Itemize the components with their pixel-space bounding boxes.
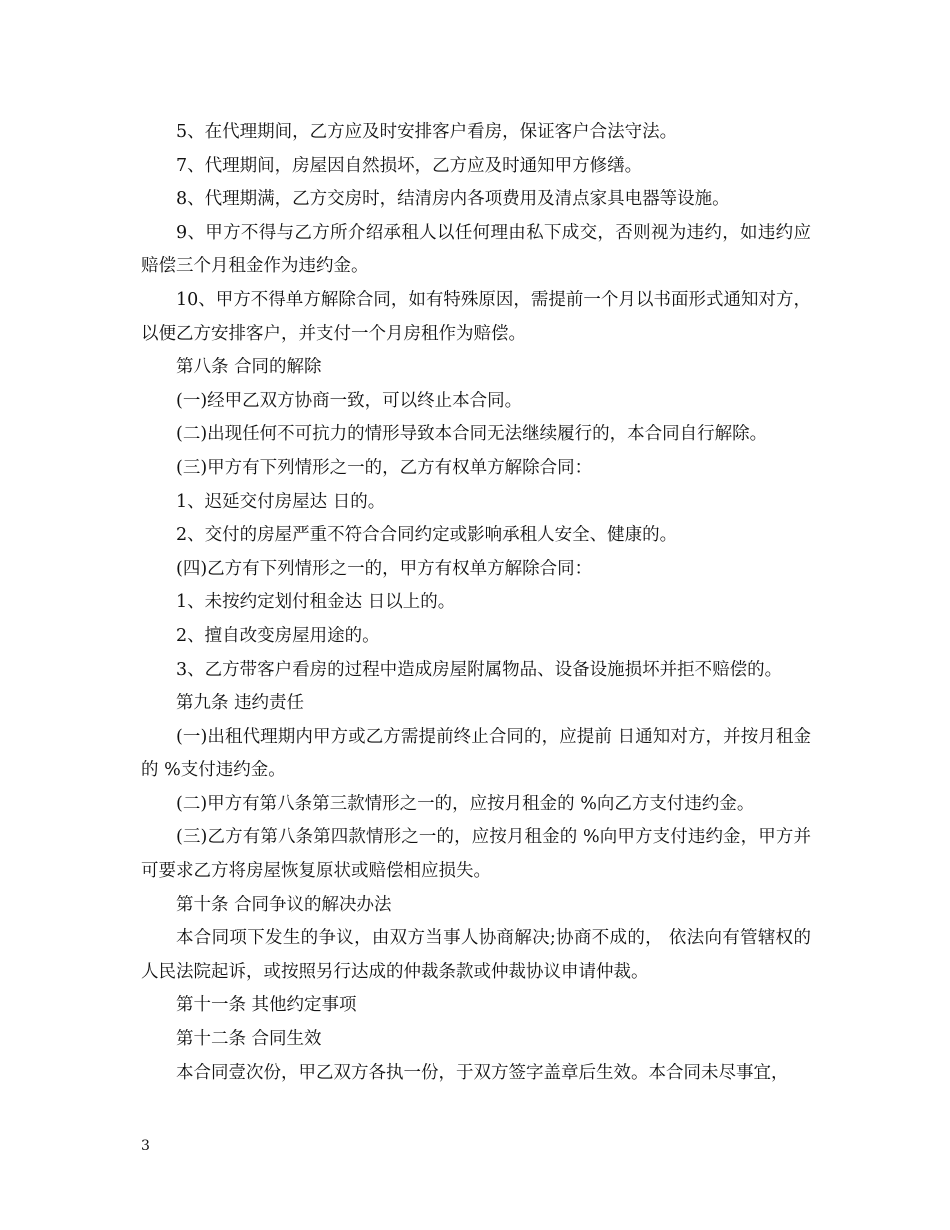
clause-5: 5、在代理期间，乙方应及时安排客户看房，保证客户合法守法。: [176, 122, 678, 142]
article-8-heading: 第八条 合同的解除: [176, 357, 322, 378]
clause-9: 9、甲方不得与乙方所介绍承租人以任何理由私下成交，否则视为违约，如违约应赔偿三个月租金作为违约金。: [141, 222, 811, 277]
article-8-item-1: (一)经甲乙双方协商一致，可以终止本合同。: [176, 390, 523, 411]
article-8-item-4-sub-1: 1、未按约定划付租金达 日以上的。: [176, 592, 456, 613]
article-9-item-1: (一)出租代理期内甲方或乙方需提前终止合同的，应提前 日通知对方，并按月租金的 %支付违约金。: [141, 726, 811, 781]
article-12-body: 本合同壹次份，甲乙双方各执一份，于双方签字盖章后生效。本合同未尽事宜，: [176, 1062, 789, 1083]
article-8-item-3-sub-1: 1、迟延交付房屋达 日的。: [176, 491, 386, 512]
article-9-item-2: (二)甲方有第八条第三款情形之一的，应按月租金的 %向乙方支付违约金。: [176, 793, 755, 814]
article-12-heading: 第十二条 合同生效: [176, 1029, 322, 1050]
article-8-item-4-sub-2: 2、擅自改变房屋用途的。: [176, 625, 380, 646]
article-10-heading: 第十条 合同争议的解决办法: [176, 894, 392, 915]
article-9-item-3: (三)乙方有第八条第四款情形之一的，应按月租金的 %向甲方支付违约金，甲方并可要求乙方将房屋恢复原状或赔偿相应损失。: [141, 827, 811, 882]
article-11-heading: 第十一条 其他约定事项: [176, 995, 357, 1016]
page-number: 3: [141, 1138, 150, 1154]
clause-10: 10、甲方不得单方解除合同，如有特殊原因，需提前一个月以书面形式通知对方，以便乙方安排客户，并支付一个月房租作为赔偿。: [141, 289, 811, 344]
article-8-item-3: (三)甲方有下列情形之一的，乙方有权单方解除合同：: [176, 457, 593, 478]
article-10-body: 本合同项下发生的争议，由双方当事人协商解决;协商不成的， 依法向有管辖权的人民法院起诉，或按照另行达成的仲裁条款或仲裁协议申请仲裁。: [141, 928, 811, 982]
document-body: [141, 116, 811, 1090]
article-8-item-2: (二)出现任何不可抗力的情形导致本合同无法继续履行的，本合同自行解除。: [176, 424, 768, 445]
article-8-item-4: (四)乙方有下列情形之一的，甲方有权单方解除合同：: [176, 558, 593, 579]
clause-8: 8、代理期满，乙方交房时，结清房内各项费用及清点家具电器等设施。: [176, 189, 730, 210]
article-8-item-4-sub-3: 3、乙方带客户看房的过程中造成房屋附属物品、设备设施损坏并拒不赔偿的。: [176, 659, 783, 680]
article-9-heading: 第九条 违约责任: [176, 693, 305, 714]
article-8-item-3-sub-2: 2、交付的房屋严重不符合合同约定或影响承租人安全、健康的。: [176, 525, 678, 546]
clause-7: 7、代理期间，房屋因自然损坏，乙方应及时通知甲方修缮。: [176, 155, 643, 176]
